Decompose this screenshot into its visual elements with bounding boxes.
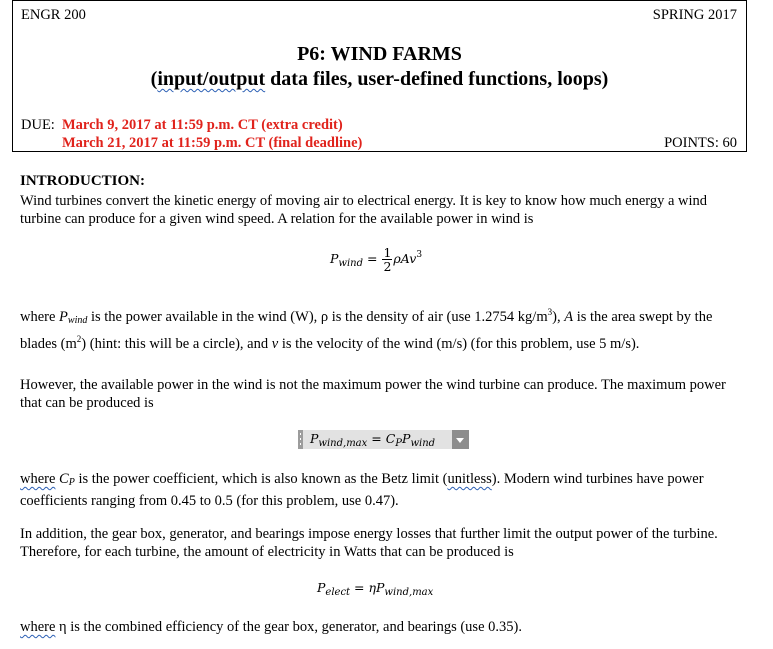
drag-handle-icon[interactable] — [298, 430, 303, 449]
course-label: ENGR 200 — [21, 7, 86, 23]
due-date-final: March 21, 2017 at 11:59 p.m. CT (final deadline) — [62, 135, 363, 151]
equation-electric-power: $P_{elect} = \eta P_{wind,max}$ — [317, 580, 434, 598]
fraction: $\frac{1}{2}$ — [383, 245, 392, 274]
equation-editor-box[interactable] — [298, 430, 469, 449]
intro-paragraph-6: where η is the combined efficiency of the gear box, generator, and bearings (use 0.35). — [20, 619, 522, 635]
section-heading: INTRODUCTION: — [20, 173, 146, 189]
equation-wind-power: $P_{wind}$ = $\frac{1}{2}$ ρAv$^3$ — [330, 245, 423, 274]
intro-paragraph-1: Wind turbines convert the kinetic energy of moving air to electrical energy. It is key to know how much energy a wind turbine can produce for a given wind speed. A relation for the available power in wind is — [20, 193, 708, 227]
term-label: SPRING 2017 — [652, 7, 737, 23]
intro-paragraph-5: In addition, the gear box, generator, and bearings impose energy losses that further limit the output power of the turbine. Therefore, for each turbine, the amount of electricity in Watts that can be produced is — [20, 526, 718, 560]
assignment-subtitle: (input/output data files, user-defined functions, loops) — [150, 68, 609, 90]
equation-options-dropdown-icon[interactable] — [452, 430, 469, 449]
intro-paragraph-2: where Pwind is the power available in the wind (W), ρ is the density of air (use 1.2754 $kg/m^3$), A is the area swept by the blades $(m^2)$ (hint: this will be a circle), and v is the velocity of the wind (m/s) (for this problem, use 5 m/s). — [20, 307, 713, 352]
intro-paragraph-3: However, the available power in the wind is not the maximum power the wind turbine can produce. The maximum power that can be produced is — [20, 377, 726, 411]
due-label: DUE: — [21, 117, 55, 133]
due-date-extra-credit: March 9, 2017 at 11:59 p.m. CT (extra credit) — [62, 117, 343, 133]
intro-paragraph-4: where CP is the power coefficient, which is also known as the Betz limit (unitless). Modern wind turbines have power coefficients ranging from 0.45 to 0.5 (for this problem, use 0.47). — [20, 471, 704, 509]
equation-max-power: $P_{wind,max} = C_PP_{wind}$ — [310, 431, 436, 449]
spellcheck-underline: input/output — [157, 68, 266, 90]
assignment-header-box — [12, 0, 747, 152]
assignment-title: P6: WIND FARMS — [297, 43, 462, 65]
points-label: POINTS: 60 — [664, 135, 737, 151]
